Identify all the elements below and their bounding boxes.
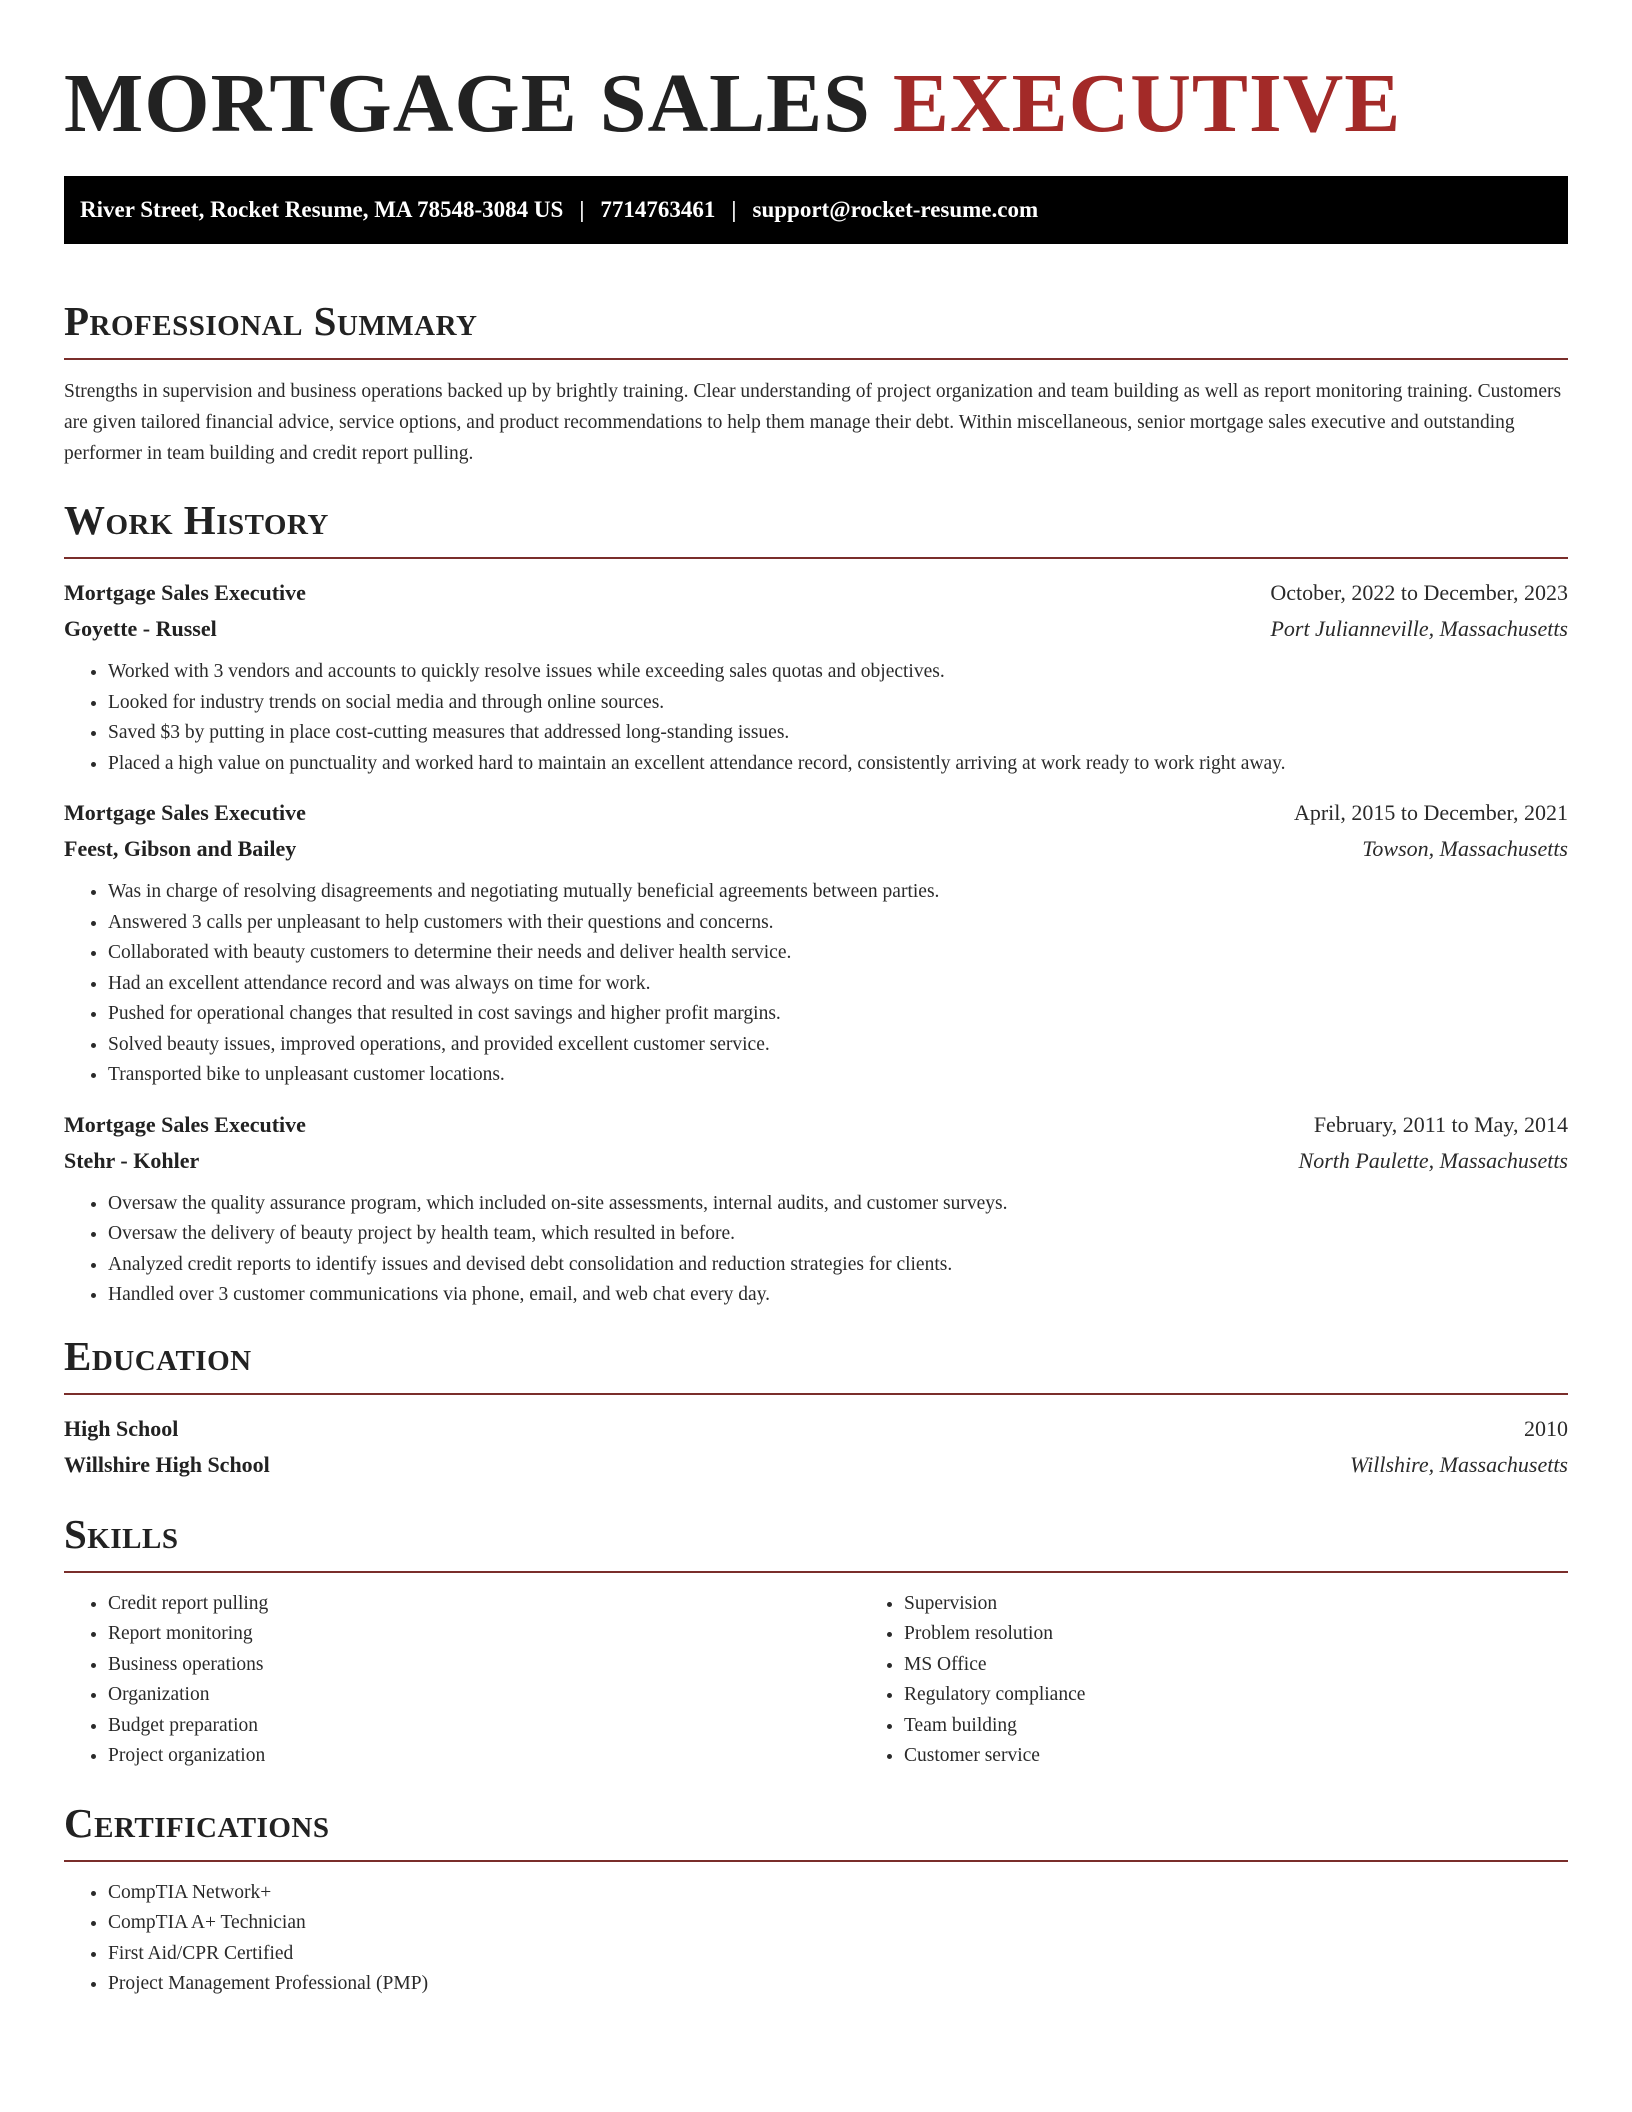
job-dates: October, 2022 to December, 2023 — [1270, 580, 1568, 605]
skill-item: • Team building — [904, 1711, 1632, 1742]
job-location: Port Julianneville, Massachusetts — [1270, 616, 1568, 641]
skill-item: • Business operations — [108, 1650, 860, 1681]
job-bullet: • Solved beauty issues, improved operations, and provided excellent customer service. — [108, 1030, 1568, 1061]
skill-item: • Project organization — [108, 1741, 860, 1772]
title-accent: EXECUTIVE — [892, 57, 1402, 150]
job-bullet: • Oversaw the quality assurance program, which included on-site assessments, internal audits, and customer surveys. — [108, 1189, 1568, 1220]
education-year: 2010 — [1524, 1415, 1568, 1441]
skill-item: • Credit report pulling — [108, 1589, 860, 1620]
job-company: Goyette - Russel — [64, 616, 217, 641]
job-bullet: • Answered 3 calls per unpleasant to help customers with their questions and concerns. — [108, 908, 1568, 939]
contact-address: River Street, Rocket Resume, MA 78548-3084 US — [80, 197, 564, 222]
skill-item: • Budget preparation — [108, 1711, 860, 1742]
job-role: Mortgage Sales Executive — [64, 1111, 306, 1137]
skill-item: • MS Office — [904, 1650, 1632, 1681]
summary-section — [64, 296, 1568, 469]
job-bullets — [64, 1189, 1568, 1311]
skill-item: • Problem resolution — [904, 1619, 1632, 1650]
job-dates: April, 2015 to December, 2021 — [1293, 800, 1568, 825]
job-bullet: • Worked with 3 vendors and accounts to quickly resolve issues while exceeding sales quotas and objectives. — [108, 657, 1568, 688]
section-divider — [64, 1393, 1568, 1395]
job-location: Towson, Massachusetts — [1362, 836, 1568, 861]
skills-section — [64, 1509, 1568, 1772]
section-divider — [64, 1571, 1568, 1573]
skill-item: • Regulatory compliance — [904, 1680, 1632, 1711]
job-bullet: • Handled over 3 customer communications via phone, email, and web chat every day. — [108, 1280, 1568, 1311]
certifications-list — [64, 1878, 1568, 2000]
section-divider — [64, 557, 1568, 559]
section-title: Skills — [64, 1510, 179, 1557]
section-title: Education — [64, 1332, 252, 1379]
contact-separator: | — [579, 197, 585, 222]
contact-bar — [64, 176, 1568, 244]
work-history-section — [64, 495, 1568, 1311]
job-entry — [64, 1107, 1568, 1311]
section-title: Professional Summary — [64, 298, 478, 344]
job-bullets — [64, 657, 1568, 779]
job-bullet: • Placed a high value on punctuality and worked hard to maintain an excellent attendance record, consistently arriving at work ready to work right away. — [108, 749, 1568, 780]
education-location: Willshire, Massachusetts — [1350, 1451, 1568, 1477]
skills-grid — [64, 1589, 1568, 1772]
education-school: Willshire High School — [64, 1451, 270, 1477]
skill-item: • Customer service — [904, 1741, 1632, 1772]
job-entry — [64, 795, 1568, 1091]
section-divider — [64, 358, 1568, 360]
contact-separator: | — [731, 197, 737, 222]
job-company: Stehr - Kohler — [64, 1147, 200, 1173]
job-bullet: • Saved $3 by putting in place cost-cutting measures that addressed long-standing issues. — [108, 718, 1568, 749]
job-bullet: • Looked for industry trends on social media and through online sources. — [108, 688, 1568, 719]
skill-item: • Report monitoring — [108, 1619, 860, 1650]
section-divider — [64, 1860, 1568, 1862]
certifications-section — [64, 1798, 1568, 2000]
job-bullets — [64, 877, 1568, 1091]
job-dates: February, 2011 to May, 2014 — [1313, 1111, 1568, 1137]
certification-item: • Project Management Professional (PMP) — [108, 1969, 1568, 2000]
job-entry — [64, 575, 1568, 779]
education-section — [64, 1331, 1568, 1483]
title-main: MORTGAGE SALES — [64, 57, 893, 150]
job-role: Mortgage Sales Executive — [64, 800, 306, 825]
section-title: Work History — [64, 497, 329, 543]
skill-item: • Supervision — [904, 1589, 1632, 1620]
section-title: Certifications — [64, 1799, 330, 1846]
job-bullet: • Analyzed credit reports to identify issues and devised debt consolidation and reduction strategies for clients. — [108, 1250, 1568, 1281]
job-bullet: • Transported bike to unpleasant customer locations. — [108, 1060, 1568, 1091]
skills-column-right — [860, 1589, 1632, 1772]
job-company: Feest, Gibson and Bailey — [64, 836, 297, 861]
job-location: North Paulette, Massachusetts — [1298, 1147, 1568, 1173]
skill-item: • Organization — [108, 1680, 860, 1711]
contact-email: support@rocket-resume.com — [752, 197, 1039, 222]
contact-phone: 7714763461 — [600, 197, 716, 222]
education-degree: High School — [64, 1415, 179, 1441]
job-role: Mortgage Sales Executive — [64, 580, 306, 605]
resume-title — [64, 0, 1568, 152]
job-bullet: • Pushed for operational changes that resulted in cost savings and higher profit margins. — [108, 999, 1568, 1030]
certification-item: • CompTIA A+ Technician — [108, 1908, 1568, 1939]
job-bullet: • Collaborated with beauty customers to determine their needs and deliver health service. — [108, 938, 1568, 969]
job-bullet: • Had an excellent attendance record and was always on time for work. — [108, 969, 1568, 1000]
summary-text: Strengths in supervision and business operations backed up by brightly training. Clear understanding of project organization and team building as well as report monitoring training. Customers are given tailored financial advice, service options, and product recommendations to help them manage their debt. Within miscellaneous, senior mortgage sales executive and outstanding performer in team building and credit report pulling. — [64, 381, 1562, 464]
certification-item: • First Aid/CPR Certified — [108, 1939, 1568, 1970]
certification-item: • CompTIA Network+ — [108, 1878, 1568, 1909]
skills-column-left — [64, 1589, 860, 1772]
job-bullet: • Was in charge of resolving disagreements and negotiating mutually beneficial agreements between parties. — [108, 877, 1568, 908]
job-bullet: • Oversaw the delivery of beauty project by health team, which resulted in before. — [108, 1219, 1568, 1250]
